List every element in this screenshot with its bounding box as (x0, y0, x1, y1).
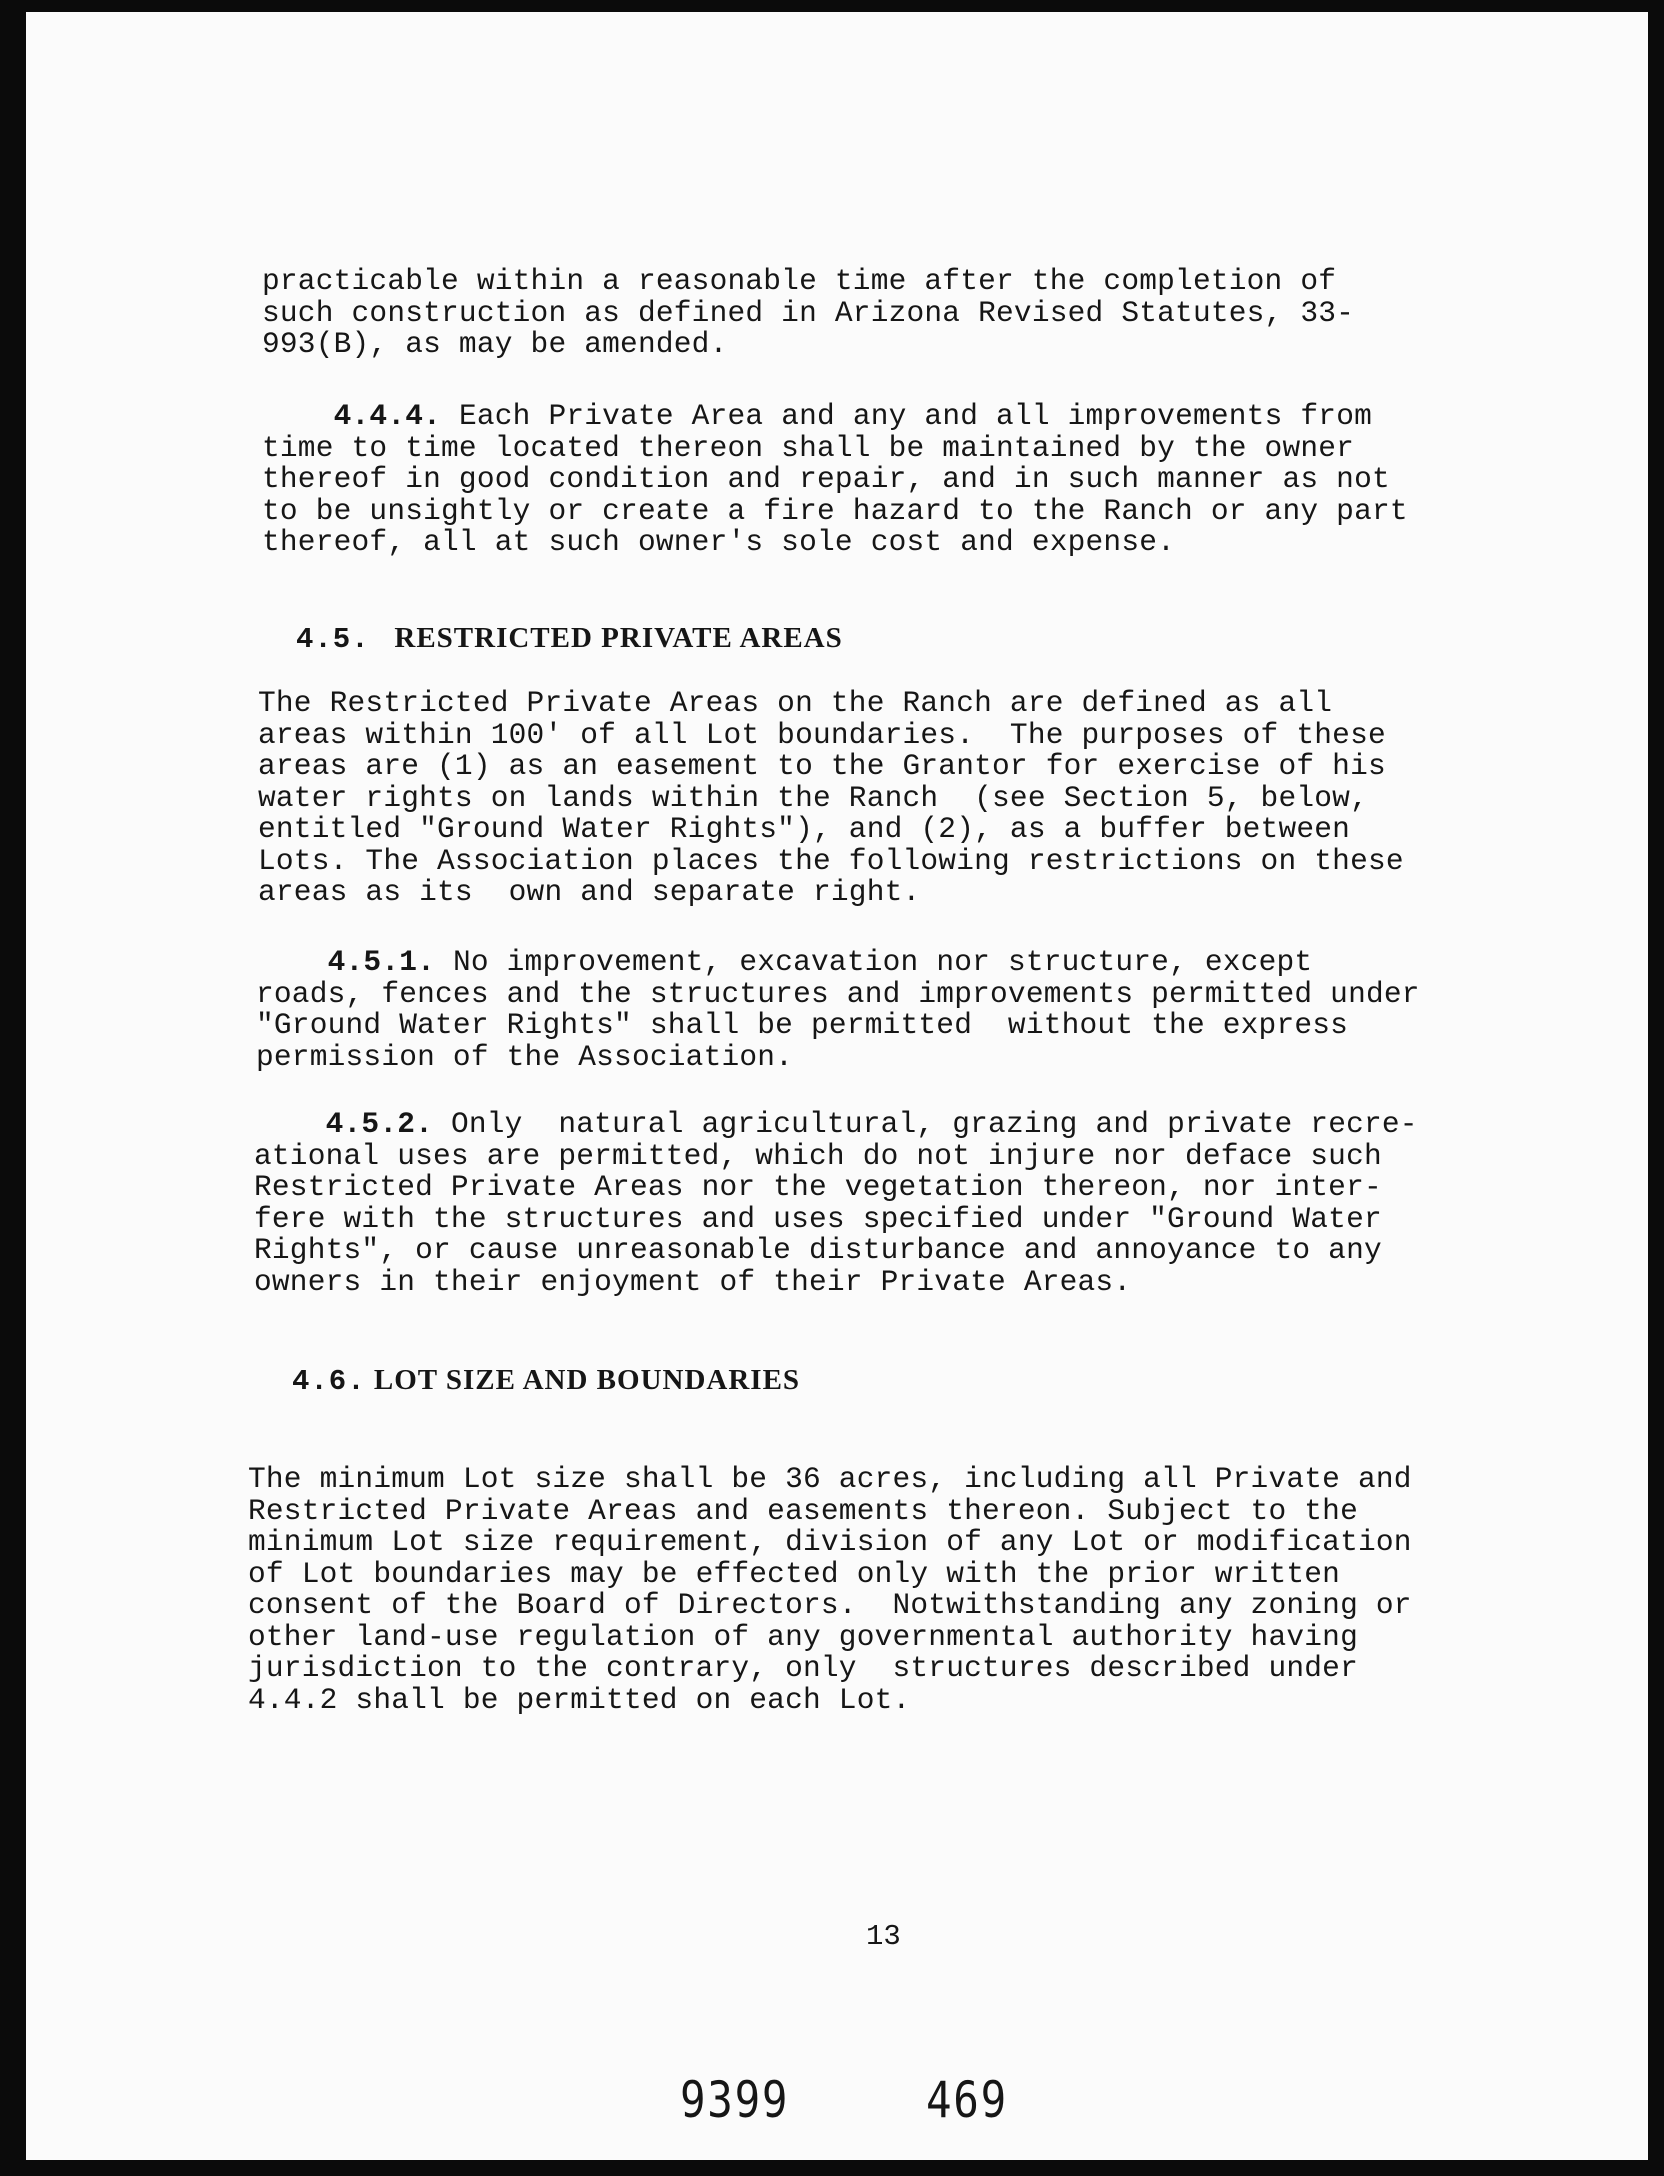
text-line: roads, fences and the structures and improvements permitted under (256, 976, 1420, 1011)
text-line: to be unsightly or create a fire hazard to the Ranch or any part (262, 493, 1408, 528)
text-line: Lots. The Association places the following restrictions on these (258, 843, 1404, 878)
stamp-number-right: 469 (926, 2071, 1008, 2129)
text-line: No improvement, excavation nor structure, except (435, 945, 1313, 979)
section-4-6-heading (292, 1364, 800, 1398)
section-4-5-2-paragraph (254, 1109, 1418, 1298)
text-line: areas as its own and separate right. (258, 875, 921, 909)
section-number: 4.5. (296, 623, 370, 656)
text-line: 993(B), as may be amended. (262, 327, 728, 361)
section-title: RESTRICTED PRIVATE AREAS (394, 622, 843, 654)
stamp-number-left: 9399 (680, 2071, 790, 2129)
text-line: Restricted Private Areas nor the vegetation thereon, nor inter- (254, 1170, 1382, 1204)
text-line: fere with the structures and uses specified under "Ground Water (254, 1201, 1382, 1236)
text-line: such construction as defined in Arizona Revised Statutes, 33- (262, 295, 1355, 330)
text-line: Only natural agricultural, grazing and private recre- (433, 1107, 1418, 1141)
text-line: Rights", or cause unreasonable disturbance and annoyance to any (254, 1233, 1382, 1267)
text-line: The Restricted Private Areas on the Ranch are defined as all (258, 686, 1333, 720)
text-line: The minimum Lot size shall be 36 acres, including all Private and (248, 1462, 1412, 1496)
text-line: of Lot boundaries may be effected only with the prior written (248, 1556, 1341, 1591)
section-number: 4.5.1. (327, 945, 436, 979)
intro-paragraph (262, 266, 1354, 361)
section-number: 4.6. (292, 1365, 366, 1398)
page-number: 13 (866, 1920, 901, 1953)
text-line: water rights on lands within the Ranch (see Section 5, below, (258, 780, 1368, 815)
text-line: ational uses are permitted, which do not injure nor deface such (254, 1138, 1382, 1173)
text-line: minimum Lot size requirement, division of any Lot or modification (248, 1525, 1412, 1559)
text-line: thereof, all at such owner's sole cost and expense. (262, 525, 1176, 559)
scan-artifact (26, 632, 44, 712)
text-line: permission of the Association. (256, 1039, 794, 1074)
text-line: other land-use regulation of any governmental authority having (248, 1619, 1358, 1654)
text-line: thereof in good condition and repair, and in such manner as not (262, 462, 1390, 496)
document-page (26, 12, 1648, 2160)
text-line: areas are (1) as an easement to the Grantor for exercise of his (258, 749, 1386, 783)
text-line: jurisdiction to the contrary, only structures described under (248, 1651, 1358, 1685)
text-line: Each Private Area and any and all improvements from (441, 399, 1372, 433)
text-line: entitled "Ground Water Rights"), and (2), as a buffer between (258, 812, 1351, 846)
text-line: owners in their enjoyment of their Private Areas. (254, 1264, 1132, 1299)
section-4-6-paragraph (248, 1464, 1412, 1716)
text-line: areas within 100' of all Lot boundaries. The purposes of these (258, 717, 1386, 752)
text-line: time to time located thereon shall be maintained by the owner (262, 430, 1355, 465)
text-line: Restricted Private Areas and easements thereon. Subject to the (248, 1493, 1358, 1528)
section-number: 4.5.2. (325, 1107, 434, 1141)
section-4-4-4-paragraph (262, 401, 1408, 559)
section-number: 4.4.4. (333, 399, 442, 433)
section-title: LOT SIZE AND BOUNDARIES (373, 1364, 801, 1396)
text-line: "Ground Water Rights" shall be permitted without the express (256, 1008, 1349, 1042)
section-4-5-1-paragraph (256, 947, 1420, 1073)
text-line: 4.4.2 shall be permitted on each Lot. (248, 1682, 911, 1717)
section-4-5-heading (296, 622, 843, 656)
text-line: consent of the Board of Directors. Notwithstanding any zoning or (248, 1588, 1412, 1622)
text-line: practicable within a reasonable time after the completion of (262, 264, 1337, 298)
section-4-5-paragraph (258, 688, 1404, 909)
